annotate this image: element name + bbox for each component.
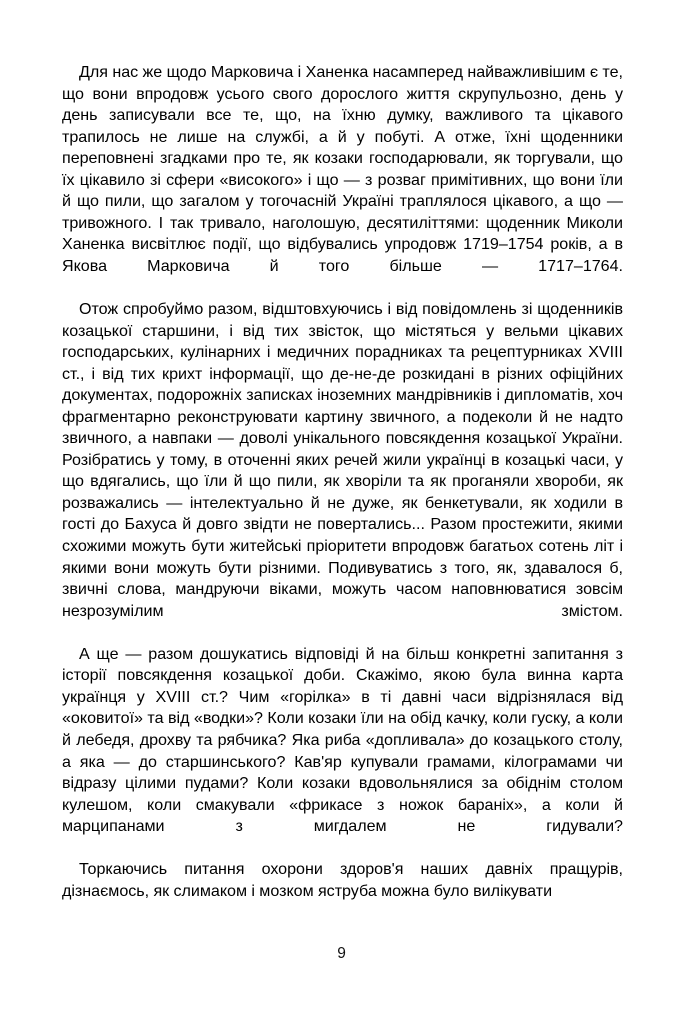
paragraph: Отож спробуймо разом, відштовхуючись і від повідомлень зі щоденників козацької старшини, і від тих звісток, що містяться у вельми цікавих господарських, кулінарних і медичних порадниках та рецептурниках XVIII ст., і від тих крихт інформації, що де-не-де розкидані в різних офіційних документах, подорожніх записках іноземних мандрівників і дипломатів, хоч фрагментарно реконструювати картину звичного, а подеколи й не надто звичного, а навпаки — доволі унікального повсякдення козацької України. Розібратись у тому, в оточенні яких речей жили українці в козацькі часи, у що вдягались, що їли й що пили, як хворіли та як проганяли хвороби, як розважались — інтелектуально й не дуже, як бенкетували, як ходили в гості до Бахуса й довго звідти не повертались... Разом простежити, якими схожими можуть бути житейські пріоритети впродовж багатьох сотень літ і якими вони можуть бути різними. Подивуватись з того, як, здавалося б, звичні слова, мандруючи віками, можуть часом наповнюватися зовсім незрозумілим змістом. bbox=[62, 300, 623, 620]
page-number: 9 bbox=[337, 945, 346, 962]
paragraph: Торкаючись питання охорони здоров'я наших давніх пращурів, дізнаємось, як слимаком і мозком яструба можна було вилікувати bbox=[62, 860, 623, 900]
paragraph: А ще — разом дошукатись відповіді й на більш конкретні запитання з історії повсякдення козацької доби. Скажімо, якою була винна карта українця у XVIII ст.? Чим «горілка» в ті давні часи відрізнялася від «оковитої» та від «водки»? Коли козаки їли на обід качку, коли гуску, а коли й лебедя, дрохву та рябчика? Яка риба «допливала» до козацького столу, а яка — до старшинського? Кав'яр купували грамами, кілограмами чи відразу цілими пудами? Коли козаки вдовольнялися за обіднім столом кулешом, коли смакували «фрикасе з ножок бараніх», а коли й марципанами з мигдалем не гидували? bbox=[62, 644, 623, 836]
paragraph: Для нас же щодо Марковича і Ханенка насамперед найважливішим є те, що вони впродовж усього свого дорослого життя скрупульозно, день у день записували все те, що, на їхню думку, важливого та цікавого трапилось не лише на службі, а й у побуті. А отже, їхні щоденники переповнені згадками про те, як козаки господарювали, як торгували, що їх цікавило зі сфери «високого» і що — з розваг примітивних, що вони їли й що пили, що загалом у тогочасній Україні траплялося цікавого, а що — тривожного. І так тривало, наголошую, десятиліттями: щоденник Миколи Ханенка висвітлює події, що відбувались упродовж 1719–1754 років, а в Якова Марковича й того більше — 1717–1764. bbox=[62, 63, 623, 275]
page-text-body bbox=[62, 62, 623, 902]
